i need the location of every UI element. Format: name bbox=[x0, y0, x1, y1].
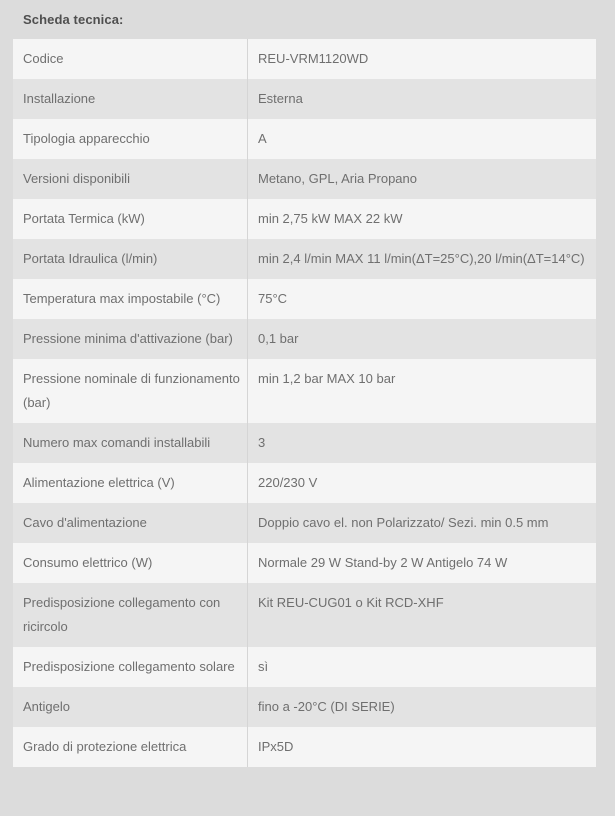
row-label: Antigelo bbox=[23, 699, 70, 714]
table-row bbox=[13, 319, 596, 359]
row-label: Grado di protezione elettrica bbox=[23, 739, 187, 754]
table-row bbox=[13, 463, 596, 503]
row-label: Portata Idraulica (l/min) bbox=[23, 251, 158, 266]
row-value: sì bbox=[247, 647, 596, 687]
table-row bbox=[13, 119, 596, 159]
row-label: Tipologia apparecchio bbox=[23, 131, 150, 146]
row-value: fino a -20°C (DI SERIE) bbox=[247, 687, 596, 727]
row-value: Metano, GPL, Aria Propano bbox=[247, 159, 596, 199]
row-value: A bbox=[247, 119, 596, 159]
table-row bbox=[13, 543, 596, 583]
table-row bbox=[13, 687, 596, 727]
table-row bbox=[13, 279, 596, 319]
row-value: min 2,75 kW MAX 22 kW bbox=[247, 199, 596, 239]
table-row bbox=[13, 503, 596, 543]
table-row bbox=[13, 423, 596, 463]
table-row bbox=[13, 647, 596, 687]
row-value: Kit REU-CUG01 o Kit RCD-XHF bbox=[247, 583, 596, 647]
row-label: Versioni disponibili bbox=[23, 171, 130, 186]
table-row bbox=[13, 199, 596, 239]
row-label: Numero max comandi installabili bbox=[23, 435, 211, 450]
page-title: Scheda tecnica: bbox=[23, 12, 124, 27]
table-row bbox=[13, 79, 596, 119]
row-label: Portata Termica (kW) bbox=[23, 211, 145, 226]
spec-table bbox=[13, 39, 596, 767]
row-label: Installazione bbox=[23, 91, 96, 106]
table-row bbox=[13, 239, 596, 279]
row-label: Predisposizione collegamento con ricircolo bbox=[23, 595, 221, 634]
row-label: Pressione nominale di funzionamento (bar) bbox=[23, 371, 240, 410]
row-value: Normale 29 W Stand-by 2 W Antigelo 74 W bbox=[247, 543, 596, 583]
row-value: min 2,4 l/min MAX 11 l/min(ΔT=25°C),20 l/min(ΔT=14°C) bbox=[247, 239, 596, 279]
row-label: Consumo elettrico (W) bbox=[23, 555, 153, 570]
row-label: Pressione minima d'attivazione (bar) bbox=[23, 331, 233, 346]
row-value: 220/230 V bbox=[247, 463, 596, 503]
row-label: Codice bbox=[23, 51, 64, 66]
row-value: 3 bbox=[247, 423, 596, 463]
row-value: 0,1 bar bbox=[247, 319, 596, 359]
row-label: Predisposizione collegamento solare bbox=[23, 659, 235, 674]
row-label: Temperatura max impostabile (°C) bbox=[23, 291, 221, 306]
table-row bbox=[13, 359, 596, 423]
table-row bbox=[13, 159, 596, 199]
row-value: IPx5D bbox=[247, 727, 596, 767]
row-value: Esterna bbox=[247, 79, 596, 119]
row-value: 75°C bbox=[247, 279, 596, 319]
row-value: REU-VRM1120WD bbox=[247, 39, 596, 79]
row-label: Alimentazione elettrica (V) bbox=[23, 475, 175, 490]
table-row bbox=[13, 583, 596, 647]
table-row bbox=[13, 727, 596, 767]
row-value: Doppio cavo el. non Polarizzato/ Sezi. min 0.5 mm bbox=[247, 503, 596, 543]
row-label: Cavo d'alimentazione bbox=[23, 515, 147, 530]
table-row bbox=[13, 39, 596, 79]
row-value: min 1,2 bar MAX 10 bar bbox=[247, 359, 596, 423]
